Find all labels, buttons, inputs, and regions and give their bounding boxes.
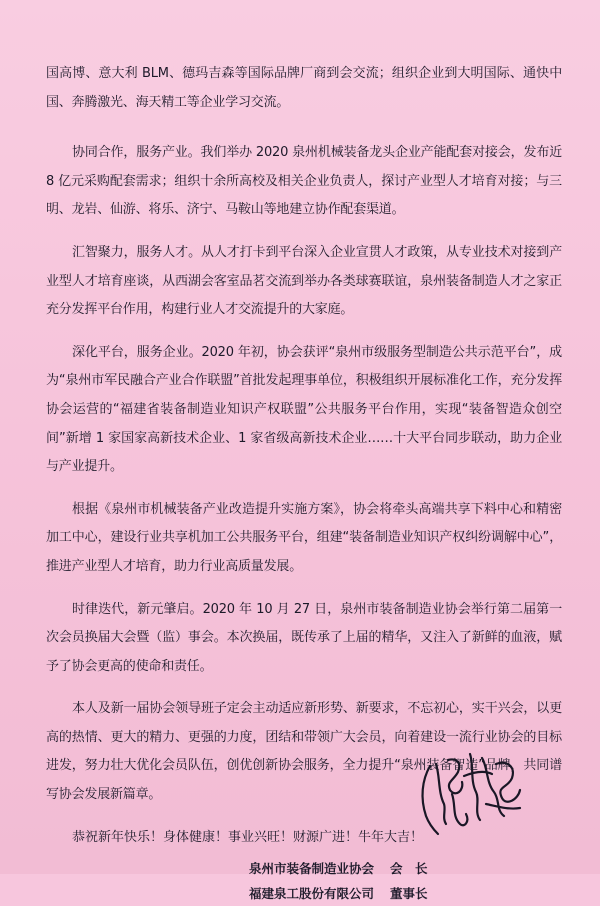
signature-title: 董事长 [390, 885, 428, 901]
signature-org: 泉州市装备制造业协会 [248, 860, 374, 876]
paragraph-6: 时律迭代，新元肇启。2020 年 10 月 27 日，泉州市装备制造业协会举行第二届第一次会员换届大会暨（监）事会。本次换届，既传承了上届的精华，又注入了新鲜的血液，赋予了协会更高的使命和责任。 [46, 601, 562, 674]
signature-row [46, 881, 562, 906]
signature-block [46, 856, 562, 906]
paragraph-5: 根据《泉州市机械装备产业改造提升实施方案》，协会将牵头高端共享下料中心和精密加工中心，建设行业共享机加工公共服务平台，组建“装备制造业知识产权纠纷调解中心”，推进产业型人才培育，助力行业高质量发展。 [46, 501, 562, 574]
handwritten-signature [416, 746, 528, 838]
signature-org: 福建泉工股份有限公司 [248, 885, 374, 901]
paragraph-3: 汇智聚力，服务人才。从人才打卡到平台深入企业宣贯人才政策，从专业技术对接到产业型人才培育座谈，从西湖会客室品茗交流到举办各类球赛联谊，泉州装备制造人才之家正充分发挥平台作用，构建行业人才交流提升的大家庭。 [46, 244, 562, 318]
paragraph-2: 协同合作，服务产业。我们举办 2020 泉州机械装备龙头企业产能配套对接会，发布近 8 亿元采购配套需求；组织十余所高校及相关企业负责人，探讨产业型人才培育对接；与三明、龙岩、仙游、将乐、济宁、马鞍山等地建立协作配套渠道。 [46, 145, 562, 218]
signature-row [46, 856, 562, 881]
paragraph-4: 深化平台，服务企业。2020 年初，协会获评“泉州市级服务型制造公共示范平台”，成为“泉州市军民融合产业合作联盟”首批发起理事单位，积极组织开展标准化工作，充分发挥协会运营的“福建省装备制造业知识产权联盟”公共服务平台作用，实现“装备智造众创空间”新增 1 家国家高新技术企业、1 家省级高新技术企业……十大平台同步联动，助力企业与产业提升。 [46, 344, 562, 475]
paragraph-7: 本人及新一届协会领导班子定会主动适应新形势、新要求，不忘初心，实干兴会，以更高的热情、更大的精力、更强的力度，团结和带领广大会员，向着建设一流行业协会的目标进发，努力壮大优化会员队伍，创优创新协会服务，全力提升“泉州装备智造”品牌，共同谱写协会发展新篇章。 [46, 701, 562, 803]
new-year-greeting: 恭祝新年快乐！身体健康！事业兴旺！财源广进！牛年大吉！ [72, 829, 424, 845]
paragraph-1: 国高博、意大利 BLM、德玛吉森等国际品牌厂商到会交流；组织企业到大明国际、通快中国、奔腾激光、海天精工等企业学习交流。 [46, 66, 562, 110]
signature-title: 会 长 [390, 860, 428, 876]
